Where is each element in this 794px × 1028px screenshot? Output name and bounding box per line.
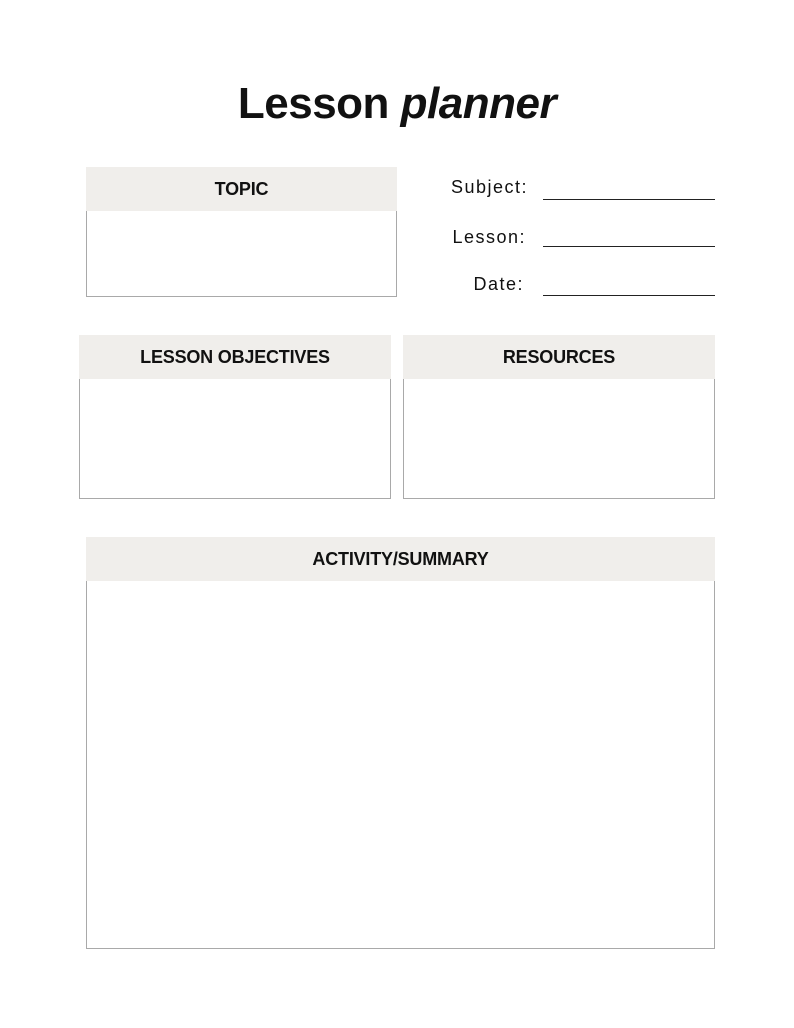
page-title bbox=[0, 72, 794, 136]
topic-header-label: TOPIC bbox=[214, 178, 269, 199]
lesson-label: Lesson: bbox=[452, 227, 526, 247]
resources-header-label: RESOURCES bbox=[502, 346, 616, 367]
title-italic: planner bbox=[400, 79, 557, 128]
resources-field[interactable] bbox=[403, 379, 715, 499]
activity-header bbox=[86, 537, 715, 581]
subject-line[interactable] bbox=[543, 199, 715, 200]
activity-header-label: ACTIVITY/SUMMARY bbox=[312, 548, 489, 569]
activity-field[interactable] bbox=[86, 581, 715, 949]
topic-field[interactable] bbox=[86, 211, 397, 297]
objectives-header bbox=[79, 335, 391, 379]
subject-label: Subject: bbox=[450, 177, 528, 197]
topic-box bbox=[86, 167, 397, 297]
title-regular: Lesson bbox=[237, 79, 401, 128]
activity-box bbox=[86, 537, 715, 949]
resources-box bbox=[403, 335, 715, 499]
date-label: Date: bbox=[473, 274, 524, 294]
date-line[interactable] bbox=[543, 295, 715, 296]
objectives-field[interactable] bbox=[79, 379, 391, 499]
resources-header bbox=[403, 335, 715, 379]
lesson-line[interactable] bbox=[543, 246, 715, 247]
topic-header bbox=[86, 167, 397, 211]
objectives-header-label: LESSON OBJECTIVES bbox=[140, 346, 330, 367]
objectives-box bbox=[79, 335, 391, 499]
